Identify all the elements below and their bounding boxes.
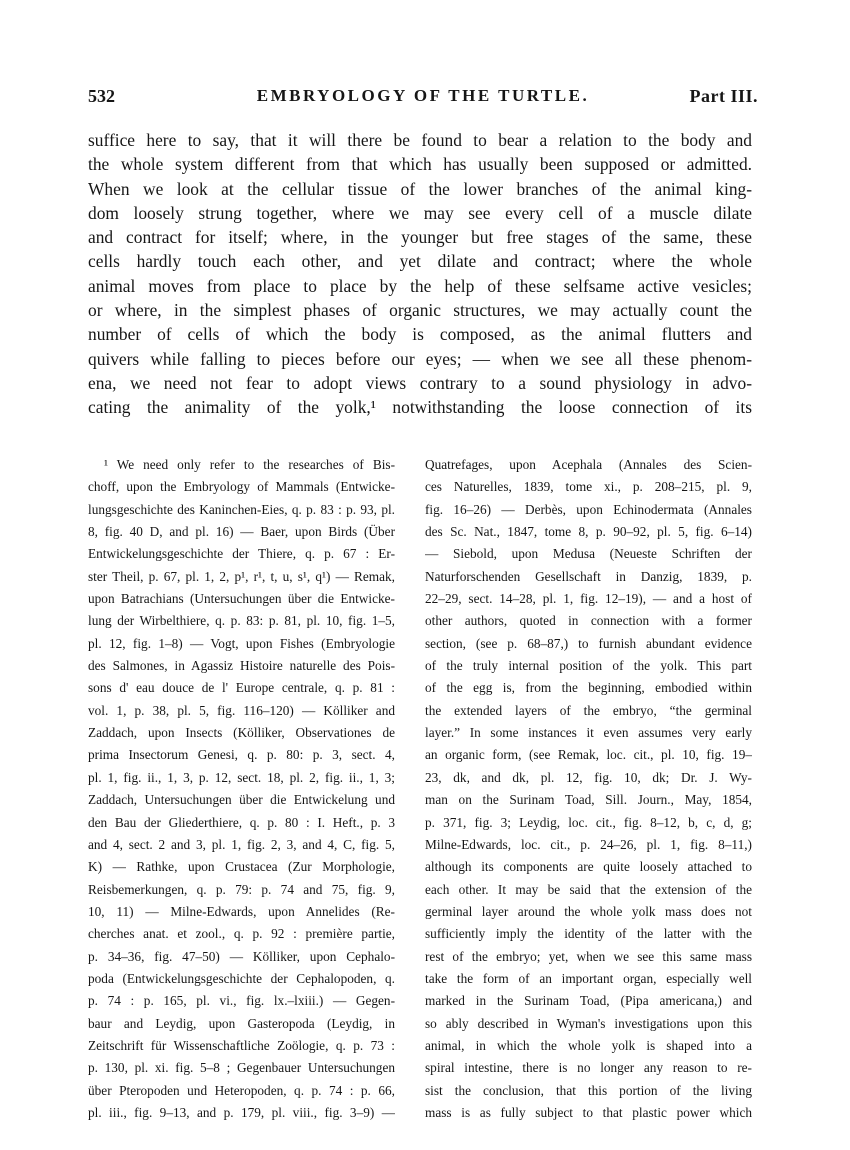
footnote-line: Entwickelungsgeschichte der Thiere, q. p. 67 : Er- <box>88 546 395 562</box>
body-text <box>88 128 752 420</box>
footnote-right-column <box>425 454 752 1124</box>
footnote-line: Zaddach, upon Insects (Kölliker, Observationes de <box>88 725 395 741</box>
footnote-line: mass is as fully subject to that plastic power which <box>425 1104 752 1120</box>
body-text-line: When we look at the cellular tissue of the lower branches of the animal king- <box>88 178 752 199</box>
footnote-line: although its components are quite loosely attached to <box>425 859 752 875</box>
footnote-line: cherches anat. et zool., q. p. 92 : première partie, <box>88 926 395 942</box>
footnote-line: pl. 1, fig. ii., 1, 3, p. 12, sect. 18, pl. 2, fig. ii., 1, 3; <box>88 769 395 785</box>
footnote-line: Reisbemerkungen, q. p. 79: p. 74 and 75, fig. 9, <box>88 881 395 897</box>
body-text-line: ena, we need not fear to adopt views contrary to a sound physiology in advo- <box>88 372 752 393</box>
footnote-line: Milne-Edwards, loc. cit., p. 24–26, pl. 1, fig. 8–11,) <box>425 836 752 852</box>
footnote-line: Zeitschrift für Wissenschaftliche Zoölogie, q. p. 73 : <box>88 1037 395 1053</box>
footnote-line: des Salmones, in Agassiz Histoire naturelle des Pois- <box>88 658 395 674</box>
footnote-line: the extended layers of the embryo, “the germinal <box>425 702 752 718</box>
footnote-line: ster Theil, p. 67, pl. 1, 2, p¹, r¹, t, u, s¹, q¹) — Remak, <box>88 568 395 584</box>
body-text-line: quivers while falling to pieces before our eyes; — when we see all these phenom- <box>88 348 752 369</box>
body-text-line: animal moves from place to place by the help of these selfsame active vesicles; <box>88 275 752 296</box>
footnote-line: p. 74 : p. 165, pl. vi., fig. lx.–lxiii.) — Gegen- <box>88 993 395 1009</box>
footnote-line: take the form of an important organ, especially well <box>425 970 752 986</box>
body-text-line: suffice here to say, that it will there be found to bear a relation to the body and <box>88 130 752 150</box>
footnote-line: of the egg is, from the beginning, embodied within <box>425 680 752 696</box>
page-header <box>88 86 758 116</box>
footnote-line: germinal layer around the whole yolk mass does not <box>425 903 752 919</box>
footnote-line: 8, fig. 40 D, and pl. 16) — Baer, upon Birds (Über <box>88 524 395 540</box>
footnote-line: so ably described in Wyman's investigations upon this <box>425 1015 752 1031</box>
footnote-line: 22–29, sect. 14–28, pl. 1, fig. 12–19), — and a host of <box>425 591 752 607</box>
part-label: Part III. <box>689 86 758 106</box>
footnote-line: rest of the embryo; yet, when we see this same mass <box>425 948 752 964</box>
body-text-line: dom loosely strung together, where we may see every cell of a muscle dilate <box>88 202 752 223</box>
footnote-line: lung der Wirbelthiere, q. p. 83: p. 81, pl. 10, fig. 1–5, <box>88 613 395 629</box>
footnote-line: and 4, sect. 2 and 3, pl. 1, fig. 2, 3, and 4, C, fig. 5, <box>88 836 395 852</box>
body-text-line: the whole system different from that which has usually been supposed or admitted. <box>88 154 752 175</box>
footnote-line: über Pteropoden und Heteropoden, q. p. 74 : p. 66, <box>88 1082 395 1098</box>
footnote-line: den Bau der Gliederthiere, q. p. 80 : I. Heft., p. 3 <box>88 814 395 830</box>
footnote-line: Naturforschenden Gesellschaft in Danzig, 1839, p. <box>425 568 752 584</box>
footnote-line: Quatrefages, upon Acephala (Annales des Scien- <box>425 457 752 472</box>
footnote-line: pl. iii., fig. 9–13, and p. 179, pl. viii., fig. 3–9) — <box>88 1104 395 1120</box>
footnote-line: poda (Entwickelungsgeschichte der Cephalopoden, q. <box>88 970 395 986</box>
footnote-line: animal, in which the whole yolk is shaped into a <box>425 1037 752 1053</box>
footnote-line: p. 34–36, fig. 47–50) — Kölliker, upon Cephalo- <box>88 948 395 964</box>
footnote-line: pl. 12, fig. 1–8) — Vogt, upon Fishes (Embryologie <box>88 635 395 651</box>
footnote-line: layer.” In some instances it even assumes very early <box>425 725 752 741</box>
footnote-line: vol. 1, p. 38, pl. 5, fig. 116–120) — Kölliker and <box>88 702 395 718</box>
footnote-line: other authors, quoted in connection with a former <box>425 613 752 629</box>
footnote-line: choff, upon the Embryology of Mammals (Entwicke- <box>88 479 395 495</box>
footnote-line: each other. It may be said that the extension of the <box>425 881 752 897</box>
footnote-line: lungsgeschichte des Kaninchen-Eies, q. p. 83 : p. 93, pl. <box>88 501 395 517</box>
footnote-line: p. 371, fig. 3; Leydig, loc. cit., fig. 8–12, b, c, d, g; <box>425 814 752 830</box>
footnote-left-column <box>88 454 395 1124</box>
body-text-line: number of cells of which the body is composed, as the animal flutters and <box>88 324 752 345</box>
footnote-line: marked in the Surinam Toad, (Pipa americana,) and <box>425 993 752 1009</box>
footnote-line: sons d' eau douce de l' Europe centrale, q. p. 81 : <box>88 680 395 696</box>
footnote-line: of the truly internal position of the yolk. This part <box>425 658 752 674</box>
footnote-line: ces Naturelles, 1839, tome xi., p. 208–215, pl. 9, <box>425 479 752 495</box>
footnote-line: fig. 16–26) — Derbès, upon Echinodermata (Annales <box>425 501 752 517</box>
body-text-line: cells hardly touch each other, and yet dilate and contract; where the whole <box>88 251 752 272</box>
footnote-line: man on the Surinam Toad, Sill. Journ., May, 1854, <box>425 792 752 808</box>
body-text-line: or where, in the simplest phases of organic structures, we may actually count the <box>88 300 752 321</box>
footnote-line: des Sc. Nat., 1847, tome 8, p. 90–92, pl. 5, fig. 6–14) <box>425 524 752 540</box>
running-title: EMBRYOLOGY OF THE TURTLE. <box>256 86 590 105</box>
body-text-line: and contract for itself; where, in the younger but free stages of the same, these <box>88 227 752 248</box>
page-number: 532 <box>88 86 115 106</box>
footnote-line: baur and Leydig, upon Gasteropoda (Leydig, in <box>88 1015 395 1031</box>
body-text-line: cating the animality of the yolk,¹ notwithstanding the loose connection of its <box>88 397 752 418</box>
footnote-line: prima Insectorum Genesi, q. p. 80: p. 3, sect. 4, <box>88 747 395 763</box>
footnote-line: 23, dk, and dk, pl. 12, fig. 10, dk; Dr. J. Wy- <box>425 769 752 785</box>
footnote-line: ¹ We need only refer to the researches of Bis- <box>104 457 395 472</box>
footnote-line: Zaddach, Untersuchungen über die Entwickelung und <box>88 792 395 808</box>
footnote-line: sufficiently imply the identity of the latter with the <box>425 926 752 942</box>
footnote-line: — Siebold, upon Medusa (Neueste Schriften der <box>425 546 752 562</box>
footnote-line: upon Batrachians (Untersuchungen über die Entwicke- <box>88 591 395 607</box>
footnote-line: spiral intestine, there is no longer any reason to re- <box>425 1060 752 1076</box>
footnote-line: 10, 11) — Milne-Edwards, upon Annelides (Re- <box>88 903 395 919</box>
footnote-line: section, (see p. 68–87,) to furnish abundant evidence <box>425 635 752 651</box>
footnote-line: K) — Rathke, upon Crustacea (Zur Morphologie, <box>88 859 395 875</box>
footnote-line: sist the conclusion, that this portion of the living <box>425 1082 752 1098</box>
footnote-line: p. 130, pl. xi. fig. 5–8 ; Gegenbauer Untersuchungen <box>88 1060 395 1076</box>
footnote-line: an organic form, (see Remak, loc. cit., pl. 10, fig. 19– <box>425 747 752 763</box>
